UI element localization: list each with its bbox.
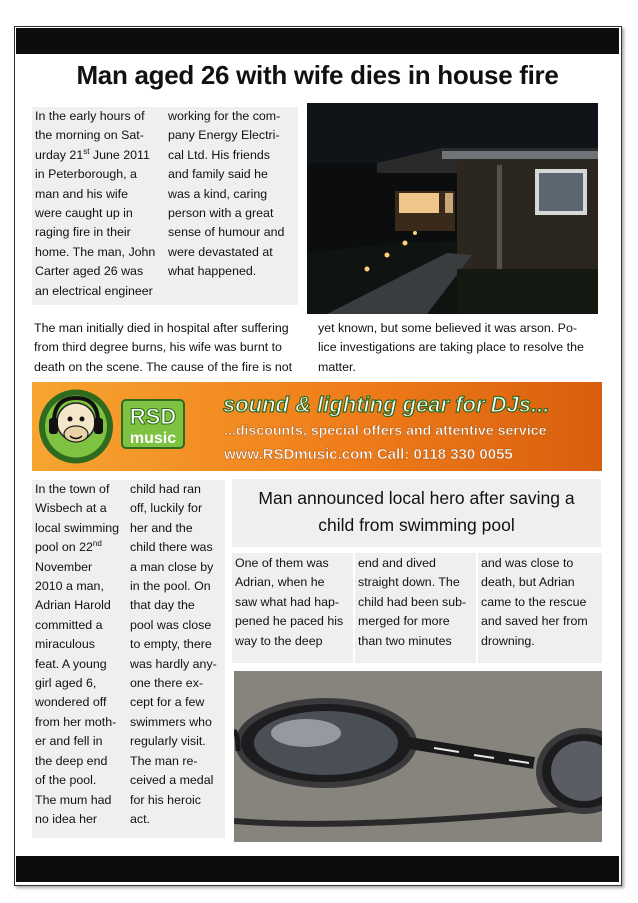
text-line: straight down. The xyxy=(358,575,460,590)
text-line: swimmers who xyxy=(130,714,212,729)
text-line: to empty, there xyxy=(130,637,212,652)
text-line xyxy=(35,538,127,557)
text-line: regularly visit. xyxy=(130,734,206,749)
superscript: nd xyxy=(92,539,102,549)
article2-column-4 xyxy=(355,553,476,663)
text-line: home. The man, John xyxy=(35,244,156,259)
text-line: of the pool. xyxy=(35,773,97,788)
text-line: committed a xyxy=(35,617,103,632)
article2-column-3 xyxy=(232,553,353,663)
text-line: person with a great xyxy=(168,206,274,221)
text-line: The man re- xyxy=(130,753,198,768)
superscript: st xyxy=(83,146,90,156)
text-line: death on the scene. The cause of the fire is not xyxy=(34,359,293,374)
title-line: child from swimming pool xyxy=(318,515,515,535)
text-line: pened he paced his xyxy=(235,614,344,629)
text-line: her and the xyxy=(130,520,193,535)
text-line: Carter aged 26 was xyxy=(35,264,144,279)
text-line: merged for more xyxy=(358,614,450,629)
text-line: working for the com- xyxy=(168,109,281,123)
text-line: drowning. xyxy=(481,633,535,648)
text-line: One of them was xyxy=(235,556,329,570)
text-line: In the town of xyxy=(35,482,110,496)
article2-column-5 xyxy=(478,553,602,663)
ad-tagline: sound & lighting gear for DJs... xyxy=(223,392,550,417)
text-line: a man close by xyxy=(130,559,214,574)
rsd-music-advert[interactable] xyxy=(32,382,602,471)
text-line: end and dived xyxy=(358,556,436,570)
logo-text-top: RSD xyxy=(129,404,177,429)
text-line: Adrian, when he xyxy=(235,575,325,590)
article2-column-2 xyxy=(127,480,225,838)
text-fragment: June 2011 xyxy=(89,147,150,162)
text-line: were caught up in xyxy=(35,206,133,221)
text-line: miraculous xyxy=(35,637,95,652)
text-fragment: pool on 22 xyxy=(35,540,93,555)
text-line: were devastated at xyxy=(168,244,273,259)
text-line: sense of humour and xyxy=(168,225,285,240)
text-line: pool was close xyxy=(130,617,212,632)
text-line: child there was xyxy=(130,540,213,555)
text-line: The man initially died in hospital after suffering xyxy=(34,321,289,335)
text-line xyxy=(35,146,166,165)
text-line: child had ran xyxy=(130,482,201,496)
article2-title xyxy=(232,479,601,547)
ad-subline: ...discounts, special offers and attentive service xyxy=(224,423,547,439)
text-line: from third degree burns, his wife was burnt to xyxy=(34,340,282,355)
text-line: and family said he xyxy=(168,167,268,182)
article1-column-2 xyxy=(165,107,298,305)
text-line: an electrical engineer xyxy=(35,283,153,298)
text-line: girl aged 6, xyxy=(35,676,97,691)
text-line: and was close to xyxy=(481,556,574,570)
swimming-goggles-photo xyxy=(234,671,602,842)
text-line: way to the deep xyxy=(235,633,323,648)
top-bar xyxy=(16,28,619,54)
text-line: from her moth- xyxy=(35,714,117,729)
text-line: November xyxy=(35,559,93,574)
text-line: no idea her xyxy=(35,811,98,826)
text-line: cal Ltd. His friends xyxy=(168,147,270,162)
text-line: man and his wife xyxy=(35,186,128,201)
text-line: came to the rescue xyxy=(481,594,587,609)
text-fragment: urday 21 xyxy=(35,147,84,162)
text-line: lice investigations are taking place to resolve the xyxy=(318,340,584,355)
text-line: matter. xyxy=(318,359,356,374)
house-fire-photo xyxy=(307,103,598,314)
text-line: yet known, but some believed it was arson. Po- xyxy=(318,321,577,335)
text-line: The mum had xyxy=(35,792,112,807)
text-line: ceived a medal xyxy=(130,773,214,788)
text-line: 2010 a man, xyxy=(35,579,104,594)
text-line: Wisbech at a xyxy=(35,501,107,516)
text-line: was hardly any- xyxy=(130,656,217,671)
text-line: in the pool. On xyxy=(130,579,211,594)
bottom-bar xyxy=(16,856,619,882)
text-line: the deep end xyxy=(35,753,108,768)
text-line: the morning on Sat- xyxy=(35,128,144,143)
text-line: in Peterborough, a xyxy=(35,167,137,182)
text-line: feat. A young xyxy=(35,656,107,671)
article2-column-1 xyxy=(32,480,127,838)
text-line: Adrian Harold xyxy=(35,598,111,613)
article1-bottom-right xyxy=(318,319,603,377)
text-line: local swimming xyxy=(35,520,119,535)
text-line: act. xyxy=(130,811,150,826)
text-line: for his heroic xyxy=(130,792,201,807)
text-line: off, luckily for xyxy=(130,501,203,516)
text-line: death, but Adrian xyxy=(481,575,575,590)
monkey-logo-icon xyxy=(39,390,113,464)
text-line: cept for a few xyxy=(130,695,205,710)
text-line: raging fire in their xyxy=(35,225,131,240)
text-line: pany Energy Electri- xyxy=(168,128,280,143)
text-line: In the early hours of xyxy=(35,109,145,123)
headline: Man aged 26 with wife dies in house fire xyxy=(76,60,559,90)
text-line: that day the xyxy=(130,598,195,613)
text-line: what happened. xyxy=(168,264,257,279)
text-line: wondered off xyxy=(35,695,107,710)
text-line: saw what had hap- xyxy=(235,594,340,609)
text-line: child had been sub- xyxy=(358,594,467,609)
ad-contact: www.RSDmusic.com Call: 0118 330 0055 xyxy=(224,446,513,463)
text-line: was a kind, caring xyxy=(168,186,268,201)
text-line: than two minutes xyxy=(358,633,452,648)
title-line: Man announced local hero after saving a xyxy=(258,488,575,508)
logo-text-bottom: music xyxy=(129,430,177,447)
text-line: one there ex- xyxy=(130,676,204,691)
text-line: and saved her from xyxy=(481,614,588,629)
text-line: er and fell in xyxy=(35,734,103,749)
article1-column-1 xyxy=(32,107,166,305)
article1-bottom-left xyxy=(34,319,314,377)
